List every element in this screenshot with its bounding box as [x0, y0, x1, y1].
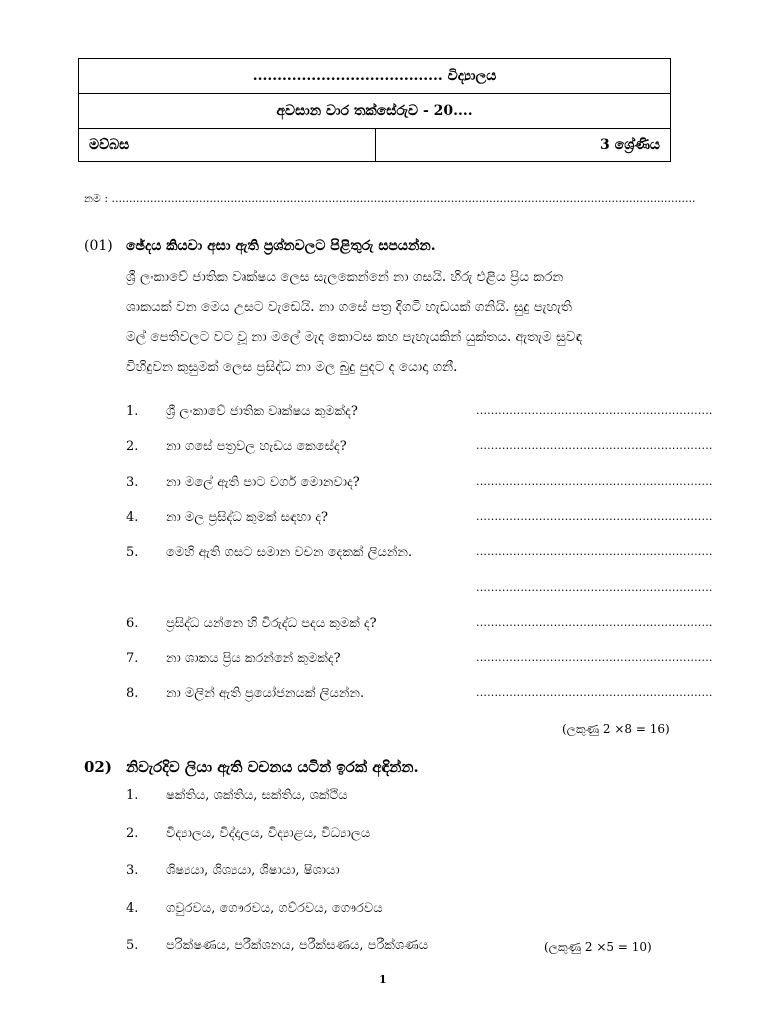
item-text: ශ්‍රී ලංකාවේ ජාතික වෘක්ෂය කුමක්ද? [166, 404, 358, 419]
item-text: නා මලින් ඇති ප්‍රයෝජනයක් ලියන්න. [166, 686, 365, 701]
word-item [126, 788, 686, 810]
item-number: 5. [126, 938, 139, 953]
passage-line: ශ්‍රී ලංකාවේ ජාතික වෘක්ෂය ලෙස සැලකෙන්නේ නා ගසයි. හිරු එළිය ප්‍රිය කරන [126, 269, 564, 285]
page-number: 1 [379, 973, 387, 986]
item-number: 5. [126, 545, 139, 560]
name-line [84, 192, 695, 206]
grade-label: 3 ශ්‍රේණිය [376, 129, 671, 162]
question-item [126, 404, 713, 426]
item-text: ප්‍රසිද්ධ යන්නෙ හි විරුද්ධ පදය කුමක් ද? [166, 616, 377, 631]
answer-line[interactable]: ................................................................ [476, 686, 713, 699]
word-options[interactable]: ෂක්තිය, ශක්තිය, සක්තිය, ශක්ථිය [166, 788, 348, 803]
q2-title: නිවැරදිව ලියා ඇති වචනය යටින් ඉරක් අඳින්න. [126, 758, 419, 776]
word-item [126, 826, 686, 848]
word-options[interactable]: ශිෂ්‍යයා, ශිශ්‍යයා, ශිෂායා, ෂිශායා [166, 863, 340, 878]
q1-number: (01) [84, 238, 113, 254]
q2-marks: (ලකුණු 2 ×5 = 10) [544, 940, 652, 954]
word-options[interactable]: ගවුරවය, ගෞරවය, ගව්රවය, ගෞරවය [166, 901, 383, 916]
question-item [126, 439, 713, 461]
question-item [126, 510, 713, 532]
answer-line[interactable]: ................................................................ [476, 439, 713, 452]
school-name: ....................................... විද්‍යාලය [79, 59, 671, 94]
word-options[interactable]: පරික්ෂණය, පරීක්ශනය, පරීක්සණය, පරීක්ශණය [166, 938, 429, 953]
answer-line[interactable]: ................................................................ [476, 545, 713, 558]
item-number: 6. [126, 616, 139, 631]
item-number: 4. [126, 510, 139, 525]
item-text: නා මලේ ඇති පාට වර්ග මොනවාද? [166, 475, 360, 490]
answer-line[interactable]: ................................................................ [476, 616, 713, 629]
answer-line[interactable]: ................................................................ [476, 651, 713, 664]
subject-label: මව්බස [79, 129, 376, 162]
item-number: 3. [126, 475, 139, 490]
item-text: නා ශාකය ප්‍රිය කරන්නේ කුමක්ද? [166, 651, 341, 666]
q1-passage [126, 262, 671, 382]
passage-line: මල් පෙතිවලට වට වූ නා මලේ මැද කොටස කහ පැහැයකින් යුක්තය. ඇතැම සුවඳ [126, 329, 583, 345]
name-label: නම : [84, 192, 109, 205]
item-number: 7. [126, 651, 139, 666]
q2-number: 02) [84, 758, 112, 776]
item-number: 4. [126, 901, 139, 916]
item-text: මෙහි ඇති ගසට සමාන වචන දෙකක් ලියන්න. [166, 545, 413, 560]
item-number: 1. [126, 788, 139, 803]
item-number: 1. [126, 404, 139, 419]
answer-line[interactable]: ................................................................ [476, 510, 713, 523]
item-text: නා මල ප්‍රසිද්ධ කුමක් සඳහා ද? [166, 510, 328, 525]
question-item [126, 616, 713, 638]
question-item [126, 686, 713, 708]
answer-line[interactable]: ................................................................ [476, 581, 713, 594]
header-table [78, 58, 671, 162]
question-item [126, 651, 713, 673]
answer-line[interactable]: ................................................................ [476, 475, 713, 488]
passage-line: විහිදුවන කුසුමක් ලෙස ප්‍රසිද්ධ නා මල බුදු පුදට ද යොදා ගනී. [126, 359, 458, 375]
exam-title: අවසාන වාර තක්සේරුව - 20.... [79, 94, 671, 129]
q1-title: ඡේදය කියවා අසා ඇති ප්‍රශ්නවලට පිළිතුරු සපයන්න. [126, 238, 436, 254]
word-options[interactable]: විද්‍යාලය, විද්දාලය, විද්‍යාළය, විධ්‍යාලය [166, 826, 371, 841]
item-text: නා ගසේ පත්‍රවල හැඩය කෙසේද? [166, 439, 347, 454]
passage-line: ශාකයක් වන මෙය උසට වැඩෙයි. නා ගසේ පත්‍ර දිගටි හැඩයක් ගනියි. සුදු පැහැති [126, 299, 572, 315]
item-number: 2. [126, 439, 139, 454]
word-item [126, 901, 686, 923]
q1-marks: (ලකුණු 2 ×8 = 16) [562, 722, 670, 736]
word-item [126, 863, 686, 885]
item-number: 2. [126, 826, 139, 841]
question-item [126, 545, 713, 567]
answer-line[interactable]: ................................................................ [476, 404, 713, 417]
question-item [126, 581, 713, 603]
item-number: 3. [126, 863, 139, 878]
question-item [126, 475, 713, 497]
name-field[interactable]: ....................................................................................................................................................................... [111, 192, 696, 205]
item-number: 8. [126, 686, 139, 701]
